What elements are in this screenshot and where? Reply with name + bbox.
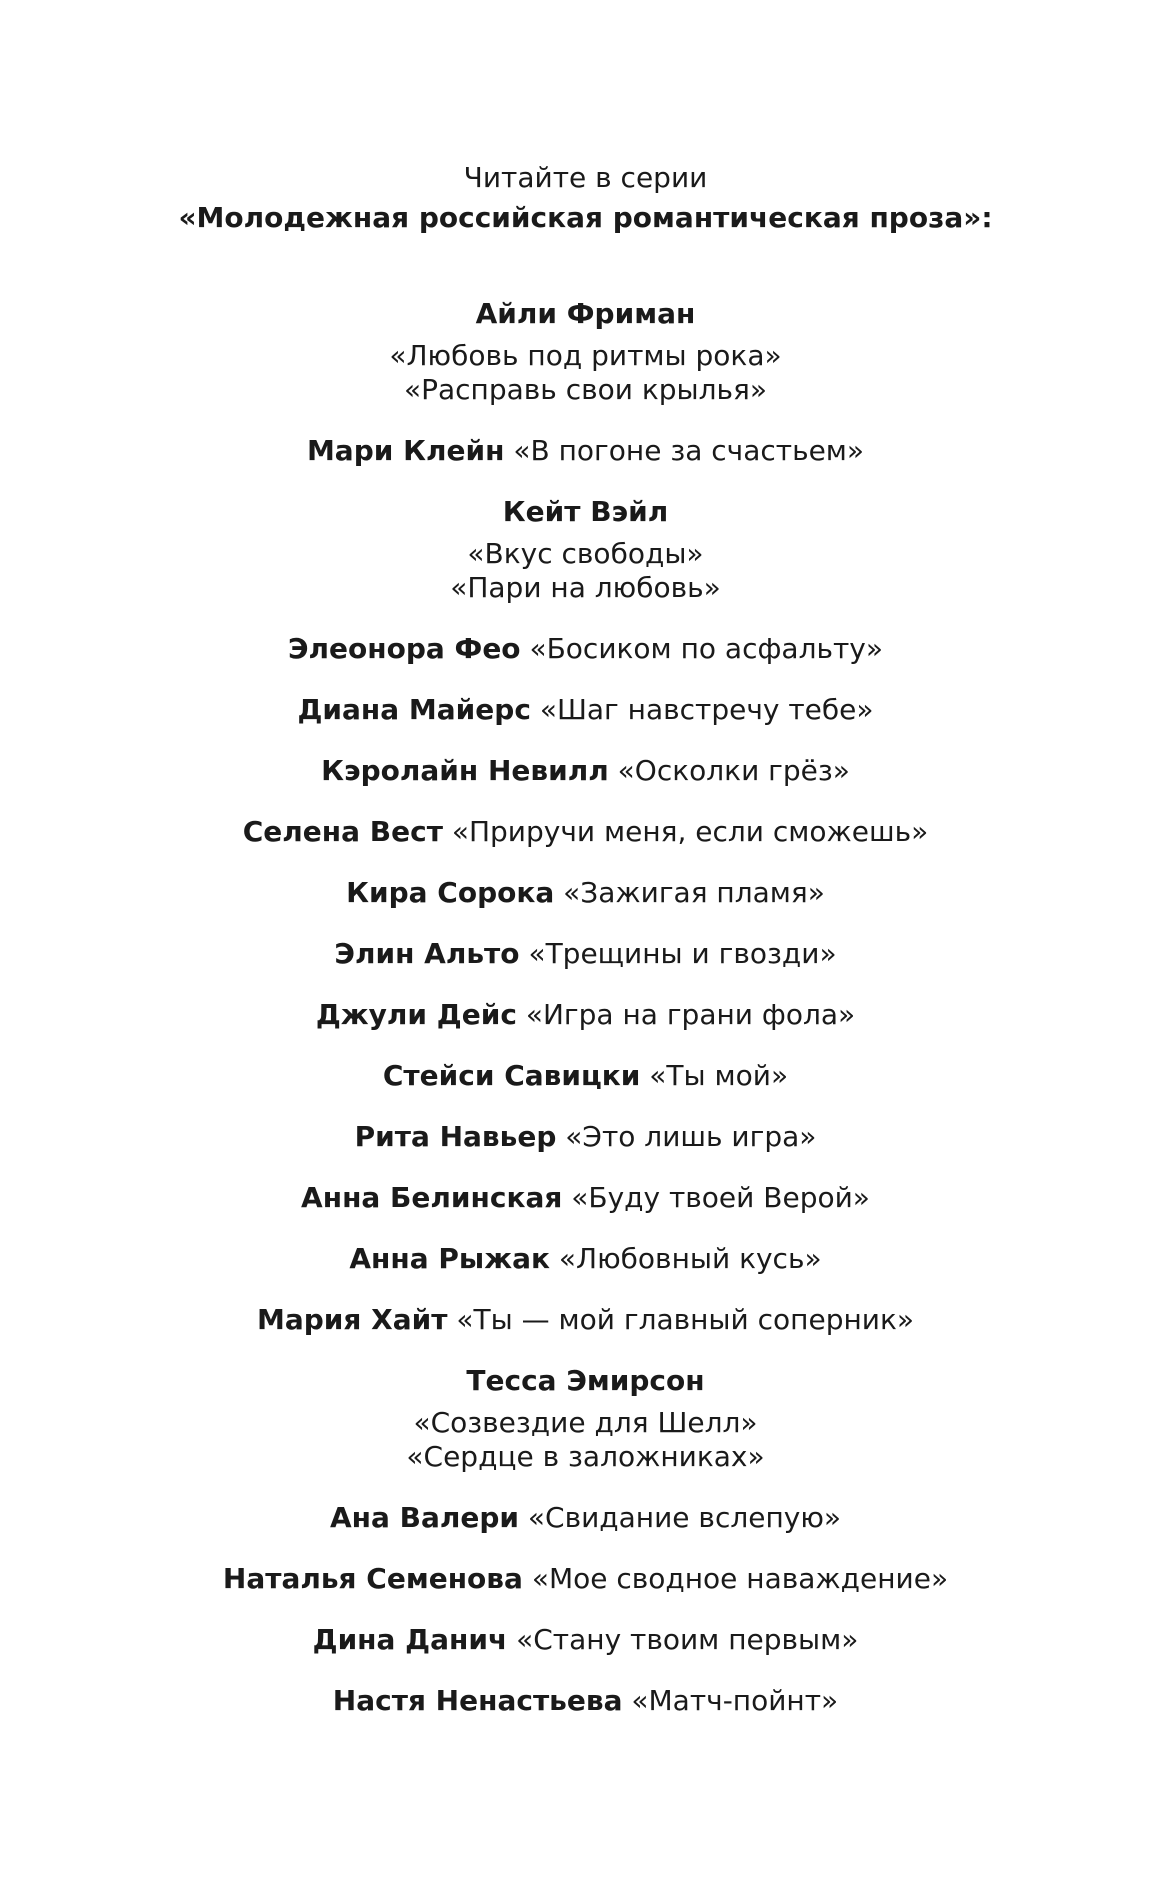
list-item [0,997,1171,1033]
list-item [0,814,1171,850]
author-name: Диана Майерс [297,693,531,726]
author-name: Рита Навьер [354,1120,557,1153]
book-title: «Сердце в заложниках» [406,1440,765,1473]
book-title: «Стану твоим первым» [516,1623,859,1656]
book-title: «Игра на грани фола» [525,998,856,1031]
book-title: «Пари на любовь» [450,571,721,604]
list-item [0,1622,1171,1658]
author-name: Элеонора Фео [288,632,521,665]
book-title: «Свидание вслепую» [527,1501,842,1534]
list-item [0,1363,1171,1474]
book-title: «Ты мой» [649,1059,789,1092]
book-title: «Любовь под ритмы рока» [389,339,782,372]
book-title: «Мое сводное наваждение» [531,1562,949,1595]
author-name: Анна Рыжак [349,1242,550,1275]
book-title: «Вкус свободы» [467,537,704,570]
book-title: «В погоне за счастьем» [513,434,865,467]
book-title: «Шаг навстречу тебе» [539,693,874,726]
author-name: Тесса Эмирсон [466,1364,705,1397]
author-name: Джули Дейс [315,998,517,1031]
list-item [0,1058,1171,1094]
list-item [0,631,1171,667]
series-intro: Читайте в серии [463,161,708,194]
book-title: «Босиком по асфальту» [529,632,883,665]
list-item [0,1500,1171,1536]
author-name: Кэролайн Невилл [321,754,609,787]
author-name: Мари Клейн [306,434,505,467]
list-item [0,875,1171,911]
author-name: Мария Хайт [256,1303,448,1336]
series-heading [0,158,1171,238]
list-item [0,433,1171,469]
series-name: «Молодежная российская романтическая проза»: [178,201,993,234]
list-item [0,1683,1171,1719]
book-title: «Ты — мой главный соперник» [456,1303,915,1336]
book-title: «Созвездие для Шелл» [413,1406,758,1439]
list-item [0,494,1171,605]
author-name: Стейси Савицки [382,1059,641,1092]
book-title: «Зажигая пламя» [563,876,825,909]
list-item [0,1302,1171,1338]
author-name: Кейт Вэйл [502,495,669,528]
list-item [0,1180,1171,1216]
author-name: Дина Данич [312,1623,508,1656]
list-item [0,1241,1171,1277]
book-title: «Расправь свои крылья» [403,373,767,406]
author-name: Наталья Семенова [222,1562,523,1595]
list-item [0,296,1171,407]
author-name: Кира Сорока [346,876,555,909]
list-item [0,1561,1171,1597]
book-title: «Осколки грёз» [617,754,850,787]
book-title: «Буду твоей Верой» [571,1181,870,1214]
book-title: «Матч-пойнт» [631,1684,839,1717]
author-name: Айли Фриман [475,297,696,330]
list-item [0,692,1171,728]
book-list [0,296,1171,1744]
author-name: Элин Альто [334,937,520,970]
author-name: Селена Вест [242,815,443,848]
author-name: Анна Белинская [301,1181,563,1214]
book-title: «Любовный кусь» [558,1242,822,1275]
book-title: «Трещины и гвозди» [528,937,837,970]
list-item [0,753,1171,789]
author-name: Настя Ненастьева [332,1684,623,1717]
list-item [0,1119,1171,1155]
author-name: Ана Валери [329,1501,519,1534]
book-title: «Это лишь игра» [565,1120,817,1153]
list-item [0,936,1171,972]
book-title: «Приручи меня, если сможешь» [451,815,929,848]
